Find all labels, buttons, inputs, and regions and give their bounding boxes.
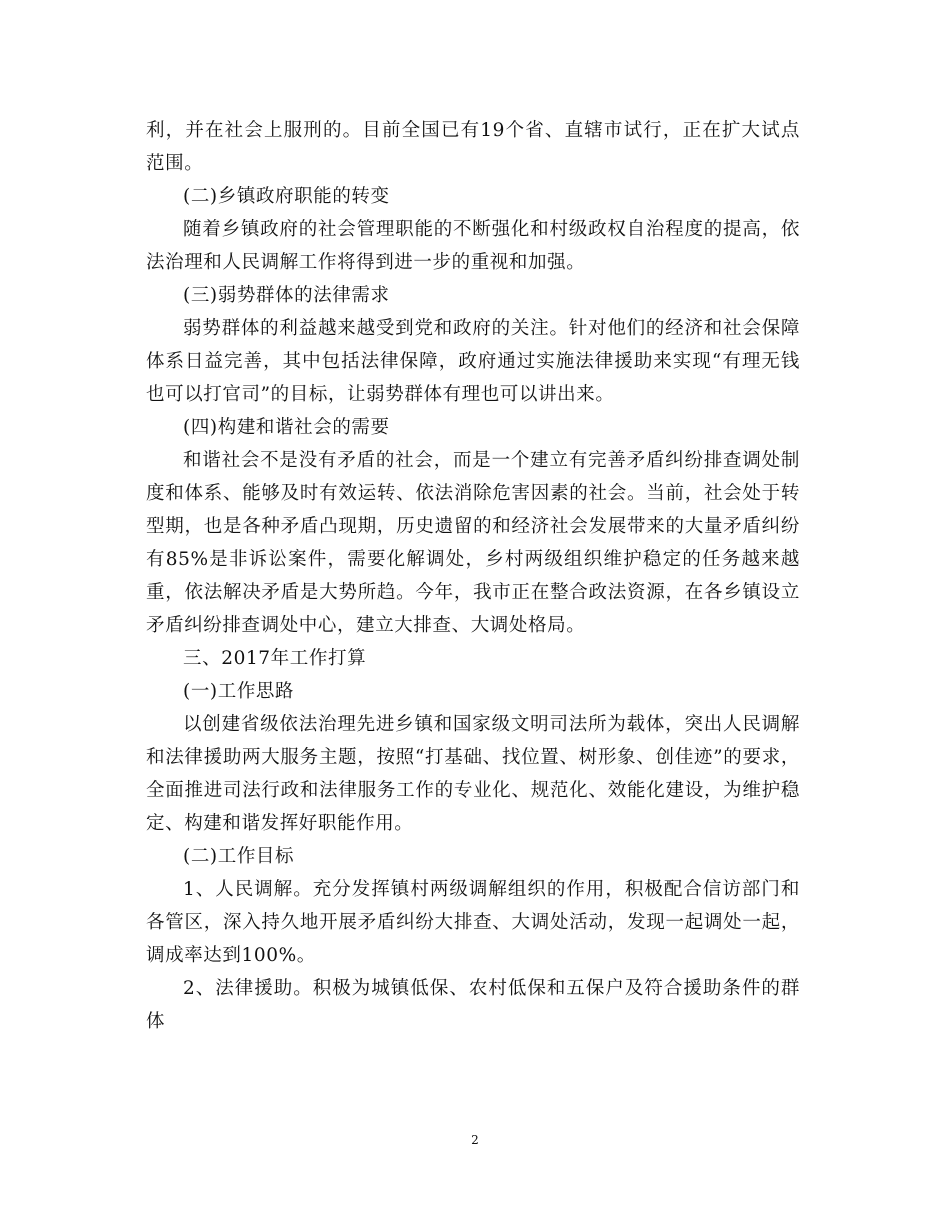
section-heading-work-plan: 三、2017年工作打算 (183, 648, 367, 669)
section-heading-work-goals: (二)工作目标 (183, 846, 295, 867)
paragraph-township-functions: 随着乡镇政府的社会管理职能的不断强化和村级政权自治程度的提高，依法治理和人民调解工作将得到进一步的重视和加强。 (146, 219, 800, 273)
section-heading-vulnerable-groups: (三)弱势群体的法律需求 (183, 285, 390, 306)
section-heading-township-functions: (二)乡镇政府职能的转变 (183, 186, 390, 207)
paragraph-mediation-goal: 1、人民调解。充分发挥镇村两级调解组织的作用，积极配合信访部门和各管区，深入持久地开展矛盾纠纷大排查、大调处活动，发现一起调处一起，调成率达到100%。 (146, 879, 800, 966)
paragraph-work-approach: 以创建省级依法治理先进乡镇和国家级文明司法所为载体，突出人民调解和法律援助两大服务主题，按照“打基础、找位置、树形象、创佳迹”的要求，全面推进司法行政和法律服务工作的专业化、规范化、效能化建设，为维护稳定、构建和谐发挥好职能作用。 (146, 714, 800, 834)
paragraph-legal-aid-goal: 2、法律援助。积极为城镇低保、农村低保和五保户及符合援助条件的群体 (146, 978, 800, 1032)
section-heading-work-approach: (一)工作思路 (183, 681, 295, 702)
paragraph-vulnerable-groups: 弱势群体的利益越来越受到党和政府的关注。针对他们的经济和社会保障体系日益完善，其中包括法律保障，政府通过实施法律援助来实现“有理无钱也可以打官司”的目标，让弱势群体有理也可以讲出来。 (146, 318, 800, 405)
section-heading-harmonious-society: (四)构建和谐社会的需要 (183, 417, 390, 438)
document-body (146, 114, 800, 1038)
page-number: 2 (471, 1133, 479, 1147)
paragraph-harmonious-society: 和谐社会不是没有矛盾的社会，而是一个建立有完善矛盾纠纷排查调处制度和体系、能够及时有效运转、依法消除危害因素的社会。当前，社会处于转型期，也是各种矛盾凸现期，历史遗留的和经济社会发展带来的大量矛盾纠纷有85%是非诉讼案件，需要化解调处，乡村两级组织维护稳定的任务越来越重，依法解决矛盾是大势所趋。今年，我市正在整合政法资源，在各乡镇设立矛盾纠纷排查调处中心，建立大排查、大调处格局。 (146, 450, 800, 636)
paragraph-continuation: 利，并在社会上服刑的。目前全国已有19个省、直辖市试行，正在扩大试点范围。 (146, 120, 800, 174)
